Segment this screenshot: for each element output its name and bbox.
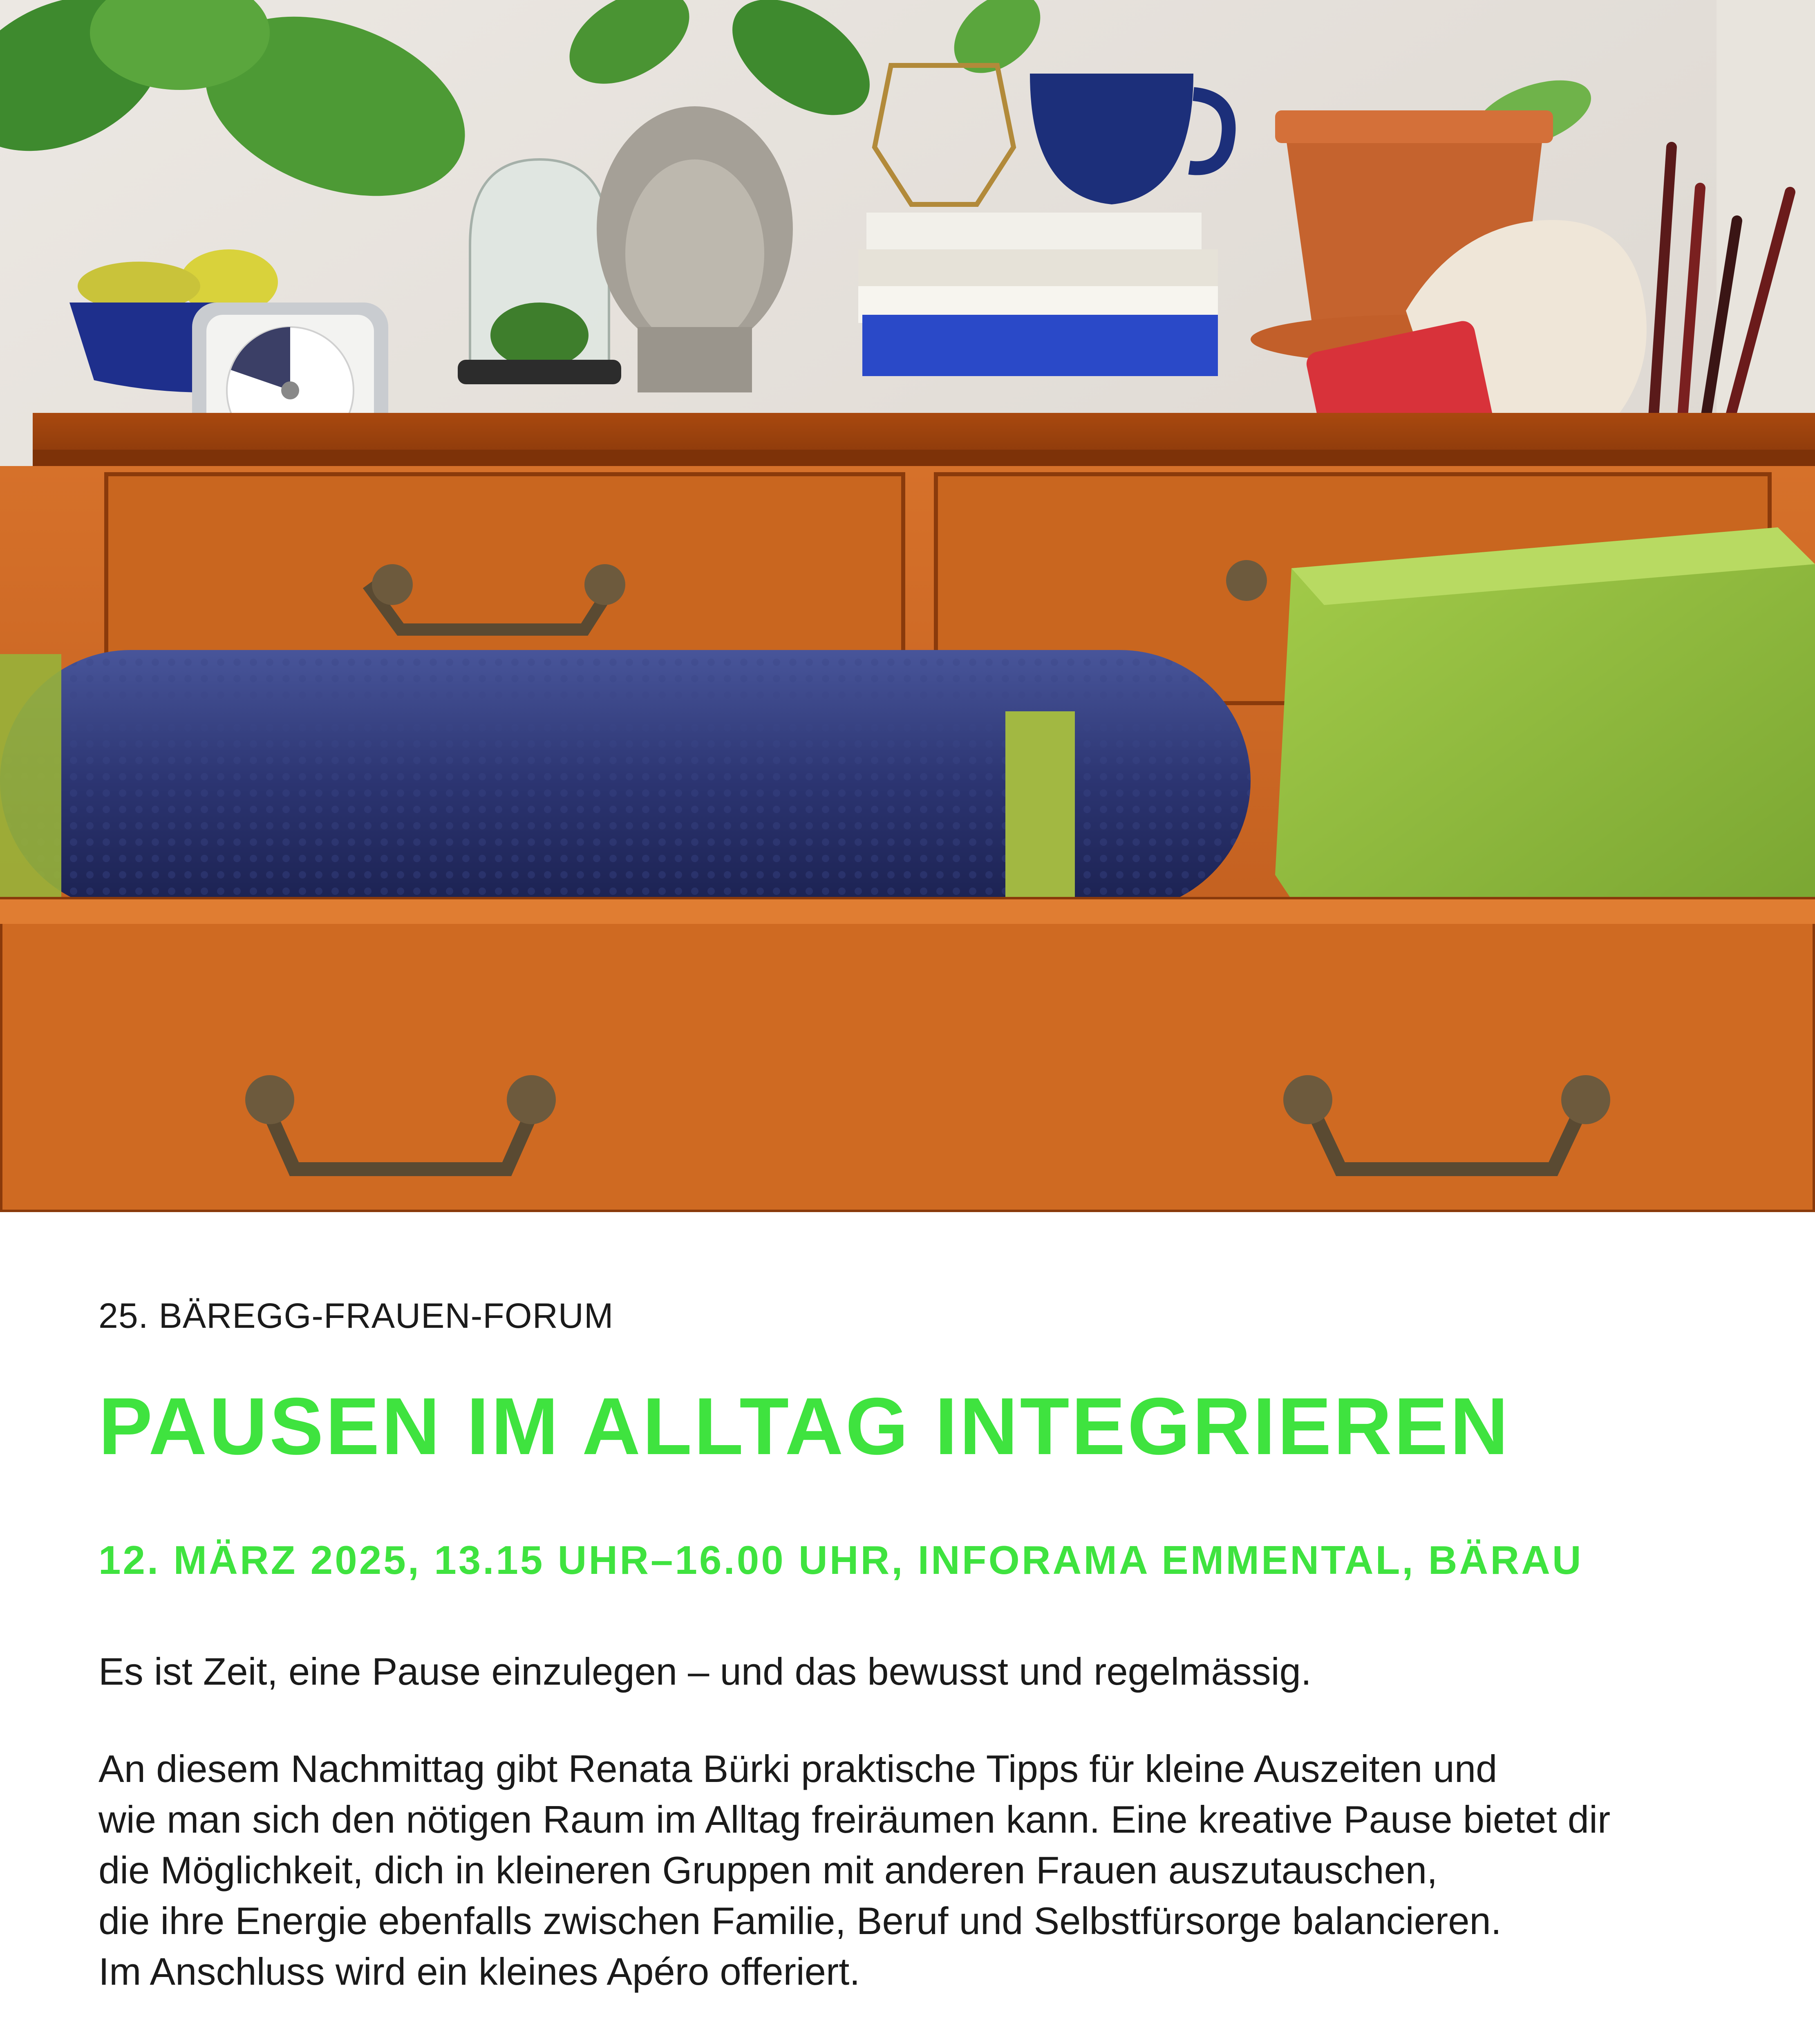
description-line: Im Anschluss wird ein kleines Apéro offeriert. [98, 1950, 860, 1993]
description-line: wie man sich den nötigen Raum im Alltag freiräumen kann. Eine kreative Pause bietet dir [98, 1798, 1611, 1841]
event-series-label: 25. BÄREGG-FRAUEN-FORUM [98, 1296, 614, 1336]
event-date-location: 12. MÄRZ 2025, 13.15 UHR–16.00 UHR, INFORAMA EMMENTAL, BÄRAU [98, 1537, 1583, 1582]
description-line: die ihre Energie ebenfalls zwischen Familie, Beruf und Selbstfürsorge balancieren. [98, 1899, 1502, 1942]
description-line: An diesem Nachmittag gibt Renata Bürki praktische Tipps für kleine Auszeiten und [98, 1747, 1497, 1790]
page-title: PAUSEN IM ALLTAG INTEGRIEREN [98, 1381, 1511, 1471]
intro-text: Es ist Zeit, eine Pause einzulegen – und das bewusst und regelmässig. [98, 1650, 1311, 1693]
description-line: die Möglichkeit, dich in kleineren Gruppen mit anderen Frauen auszutauschen, [98, 1849, 1438, 1892]
description-paragraph [98, 1744, 1733, 1997]
